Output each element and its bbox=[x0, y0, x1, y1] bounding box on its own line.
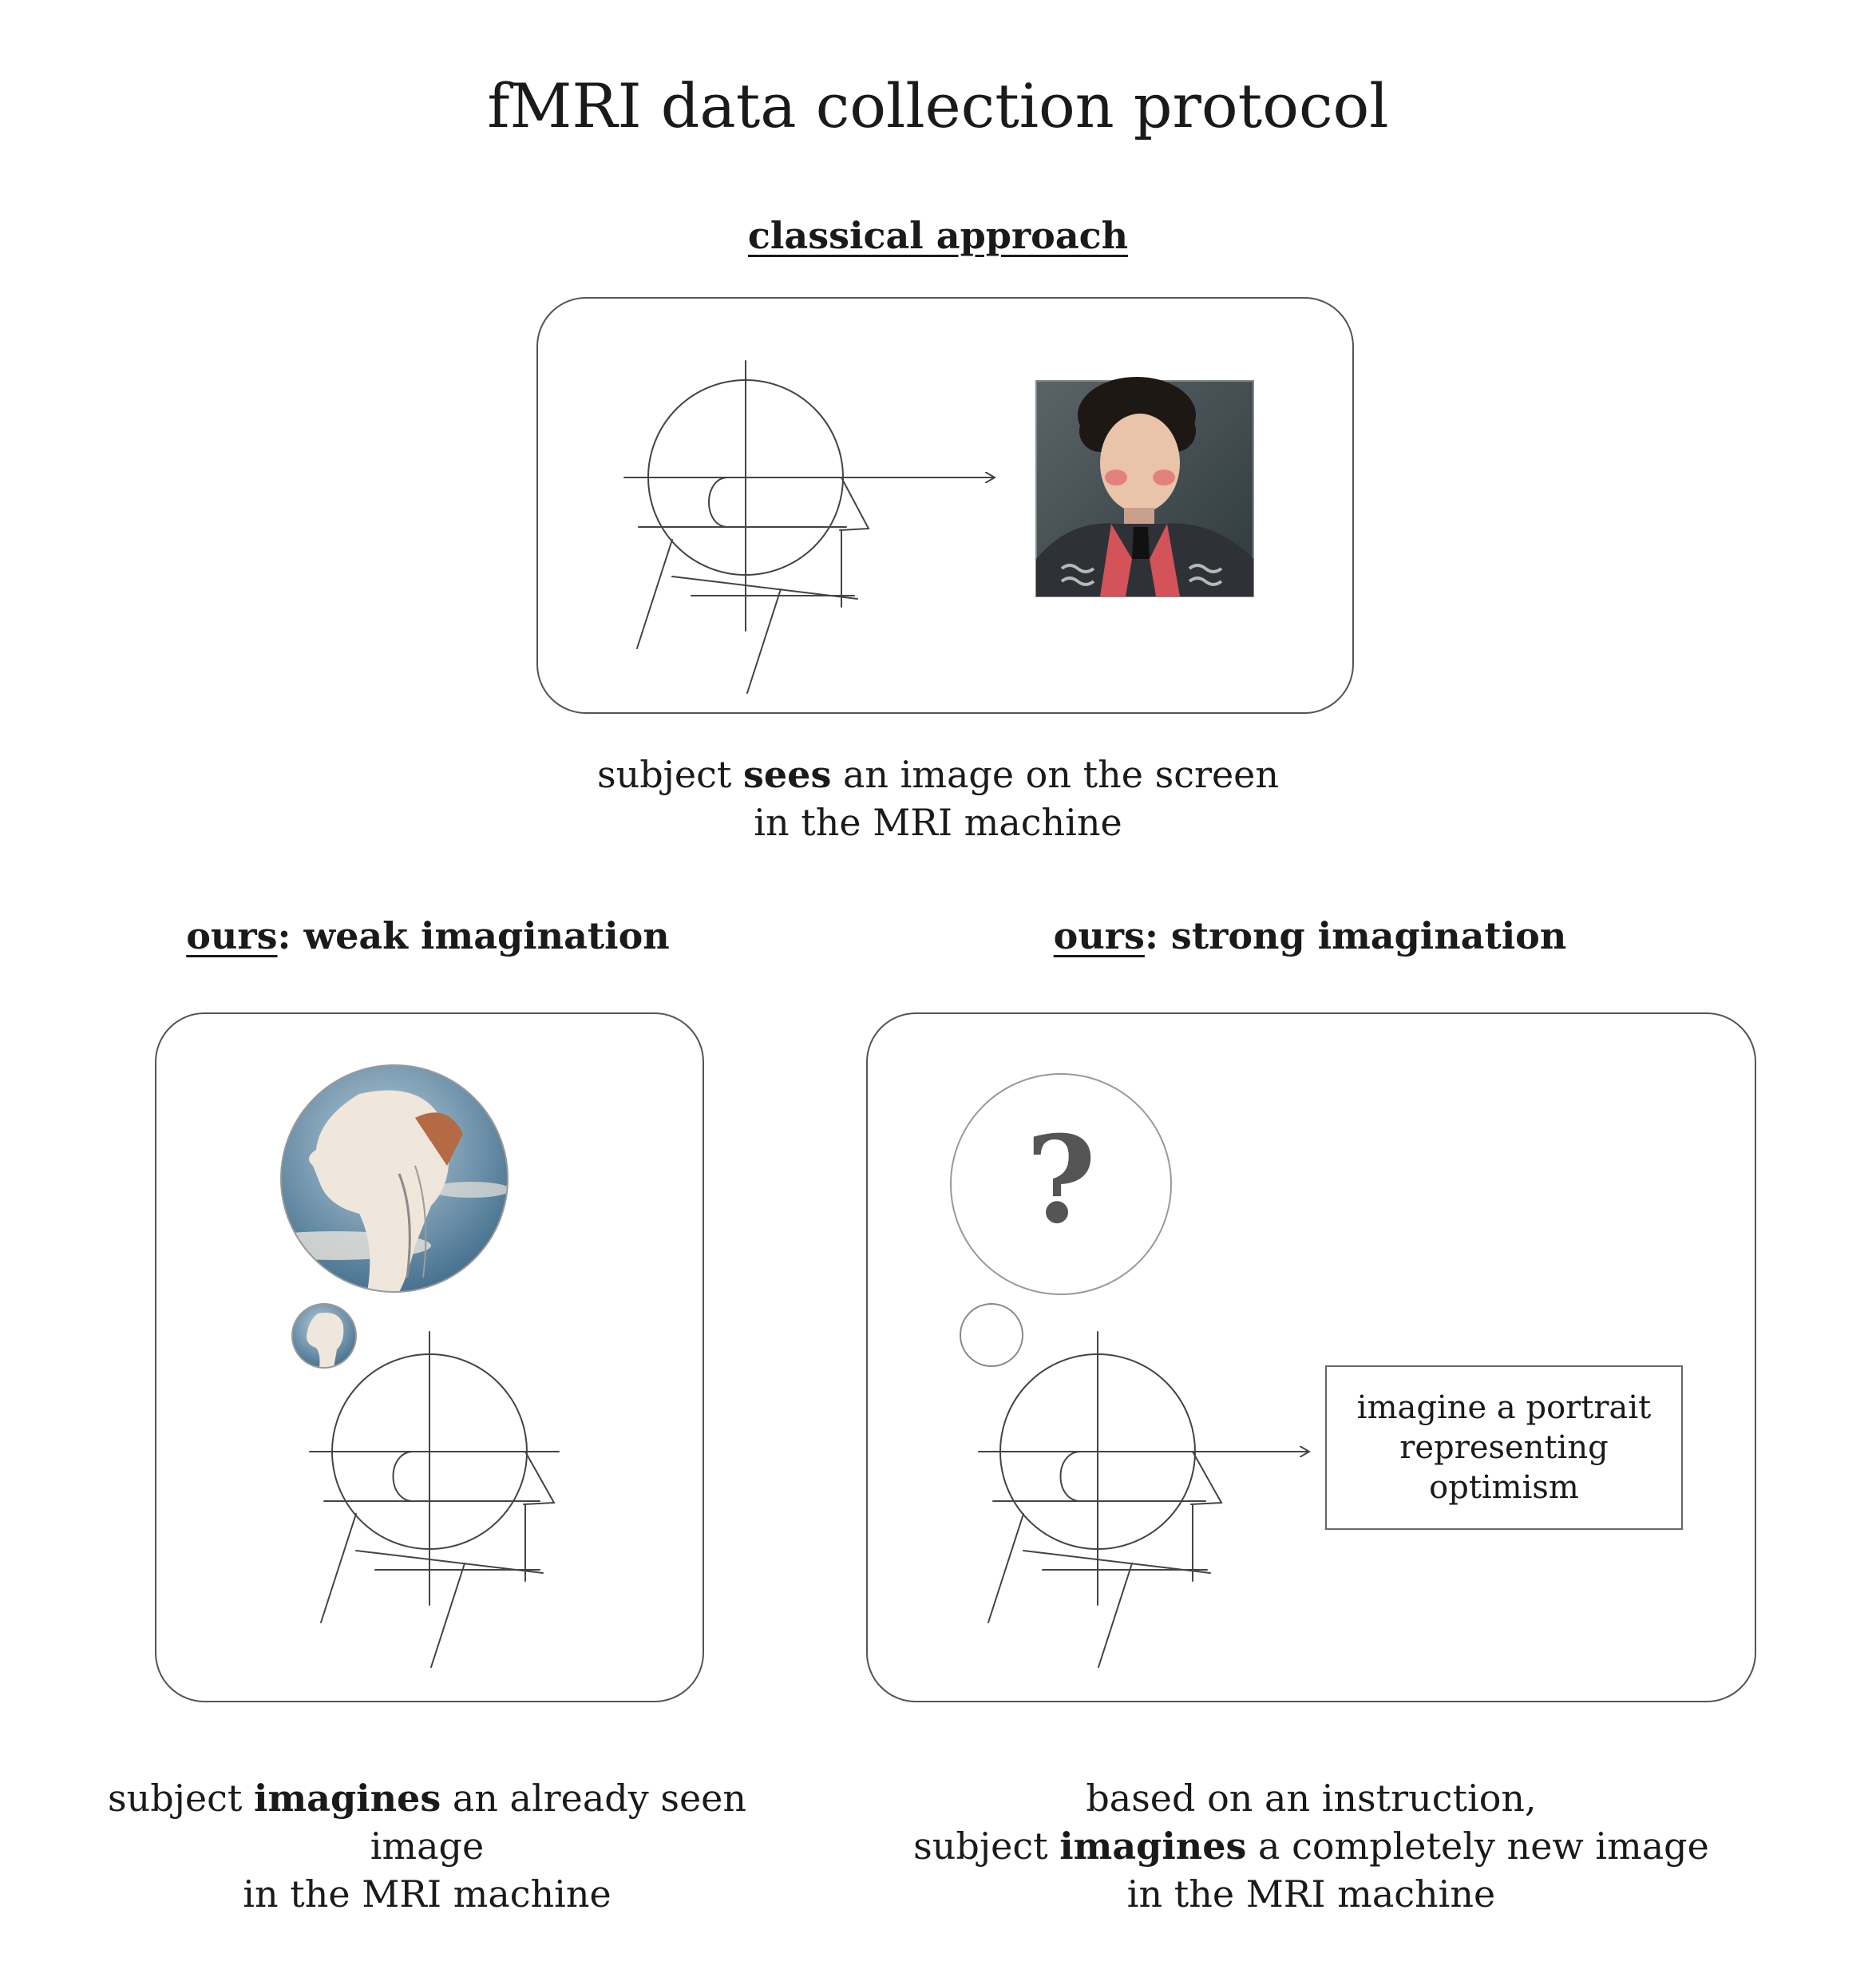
surreal-head-image-icon bbox=[239, 1065, 511, 1368]
weak-heading-rest: : weak imagination bbox=[277, 914, 670, 957]
strong-heading-underlined: ours bbox=[1053, 914, 1145, 957]
classical-caption-line-2: in the MRI machine bbox=[754, 801, 1122, 844]
strong-heading-rest: : strong imagination bbox=[1144, 914, 1567, 957]
weak-caption-bold: imagines bbox=[254, 1777, 441, 1820]
question-mark-icon: ? bbox=[1026, 1110, 1096, 1250]
classical-caption-pre: subject bbox=[596, 753, 744, 796]
weak-caption bbox=[48, 1774, 806, 1918]
classical-head-sketch bbox=[624, 361, 869, 693]
weak-caption-post: an already seen image bbox=[370, 1777, 747, 1868]
weak-heading-underlined: ours bbox=[186, 914, 278, 957]
instruction-line-1: imagine a portrait bbox=[1356, 1389, 1652, 1426]
strong-caption-post: a completely new image bbox=[1246, 1825, 1709, 1868]
strong-caption bbox=[866, 1774, 1756, 1918]
weak-caption-pre: subject bbox=[107, 1777, 255, 1820]
classical-caption-bold: sees bbox=[743, 753, 832, 796]
strong-head-sketch bbox=[979, 1332, 1221, 1667]
strong-small-thought-bubble bbox=[960, 1304, 1023, 1366]
weak-head-sketch bbox=[310, 1332, 559, 1667]
portrait-painting-icon bbox=[1036, 377, 1253, 596]
instruction-line-2: representing optimism bbox=[1399, 1429, 1609, 1506]
classical-caption bbox=[0, 751, 1876, 846]
strong-caption-pre: subject bbox=[913, 1825, 1060, 1868]
strong-caption-bold: imagines bbox=[1059, 1825, 1247, 1868]
weak-caption-line-2: in the MRI machine bbox=[243, 1872, 611, 1916]
main-title: fMRI data collection protocol bbox=[487, 70, 1389, 141]
classical-caption-post: an image on the screen bbox=[831, 753, 1280, 796]
classical-heading-text: classical approach bbox=[747, 214, 1129, 257]
strong-caption-line-1: based on an instruction, bbox=[1086, 1777, 1537, 1820]
strong-caption-line-3: in the MRI machine bbox=[1126, 1872, 1496, 1916]
